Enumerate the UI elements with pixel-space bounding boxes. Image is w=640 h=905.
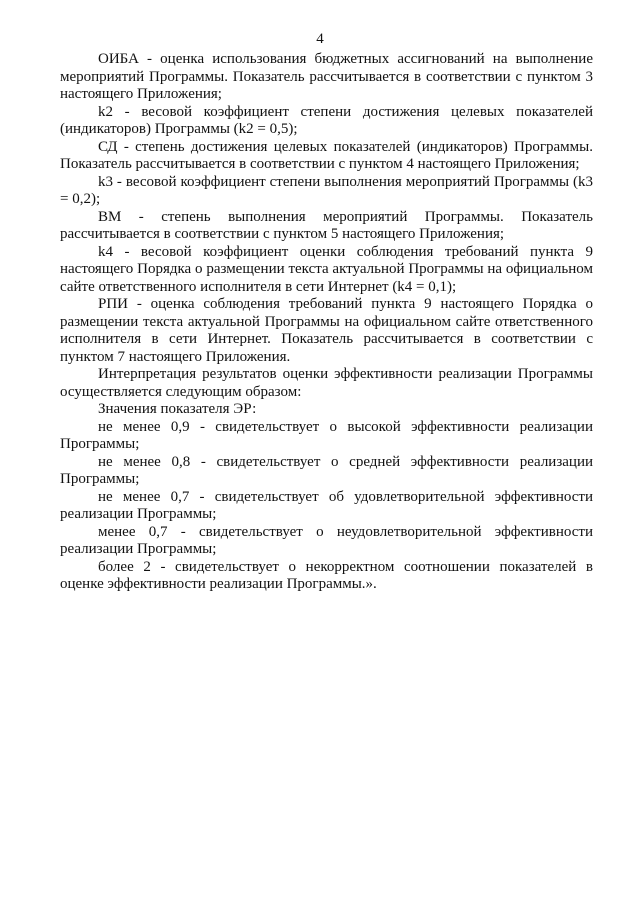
paragraph-high-efficiency: не менее 0,9 - свидетельствует о высокой эффективности реализации Программы; (60, 418, 593, 452)
document-body (60, 51, 593, 594)
paragraph-oiba: ОИБА - оценка использования бюджетных ассигнований на выполнение мероприятий Программы. Показатель рассчитывается в соответствии с пунктом 3 настоящего Приложения; (60, 51, 593, 102)
paragraph-k3: k3 - весовой коэффициент степени выполнения мероприятий Программы (k3 = 0,2); (60, 173, 593, 207)
paragraph-k2: k2 - весовой коэффициент степени достижения целевых показателей (индикаторов) Программы (k2 = 0,5); (60, 103, 593, 137)
paragraph-satisfactory-efficiency: не менее 0,7 - свидетельствует об удовлетворительной эффективности реализации Программы; (60, 488, 593, 522)
paragraph-k4: k4 - весовой коэффициент оценки соблюдения требований пункта 9 настоящего Порядка о размещении текста актуальной Программы на официальном сайте ответственного исполнителя в сети Интернет (k4 = 0,1); (60, 243, 593, 295)
page-number: 4 (316, 31, 324, 47)
paragraph-unsatisfactory-efficiency: менее 0,7 - свидетельствует о неудовлетворительной эффективности реализации Программы; (60, 523, 593, 557)
paragraph-incorrect-ratio: более 2 - свидетельствует о некорректном соотношении показателей в оценке эффективности реализации Программы.». (60, 558, 593, 592)
paragraph-er-values: Значения показателя ЭР: (98, 401, 257, 417)
paragraph-sd: СД - степень достижения целевых показателей (индикаторов) Программы. Показатель рассчитывается в соответствии с пунктом 4 настоящего Приложения; (60, 138, 593, 172)
paragraph-medium-efficiency: не менее 0,8 - свидетельствует о средней эффективности реализации Программы; (60, 453, 593, 487)
paragraph-interpretation: Интерпретация результатов оценки эффективности реализации Программы осуществляется следующим образом: (60, 366, 593, 400)
paragraph-vm: ВМ - степень выполнения мероприятий Программы. Показатель рассчитывается в соответствии с пунктом 5 настоящего Приложения; (60, 208, 593, 242)
paragraph-rpi: РПИ - оценка соблюдения требований пункта 9 настоящего Порядка о размещении текста актуальной Программы на официальном сайте ответственного исполнителя в сети Интернет. Показатель рассчитывается в соответствии с пунктом 7 настоящего Приложения. (60, 296, 593, 365)
